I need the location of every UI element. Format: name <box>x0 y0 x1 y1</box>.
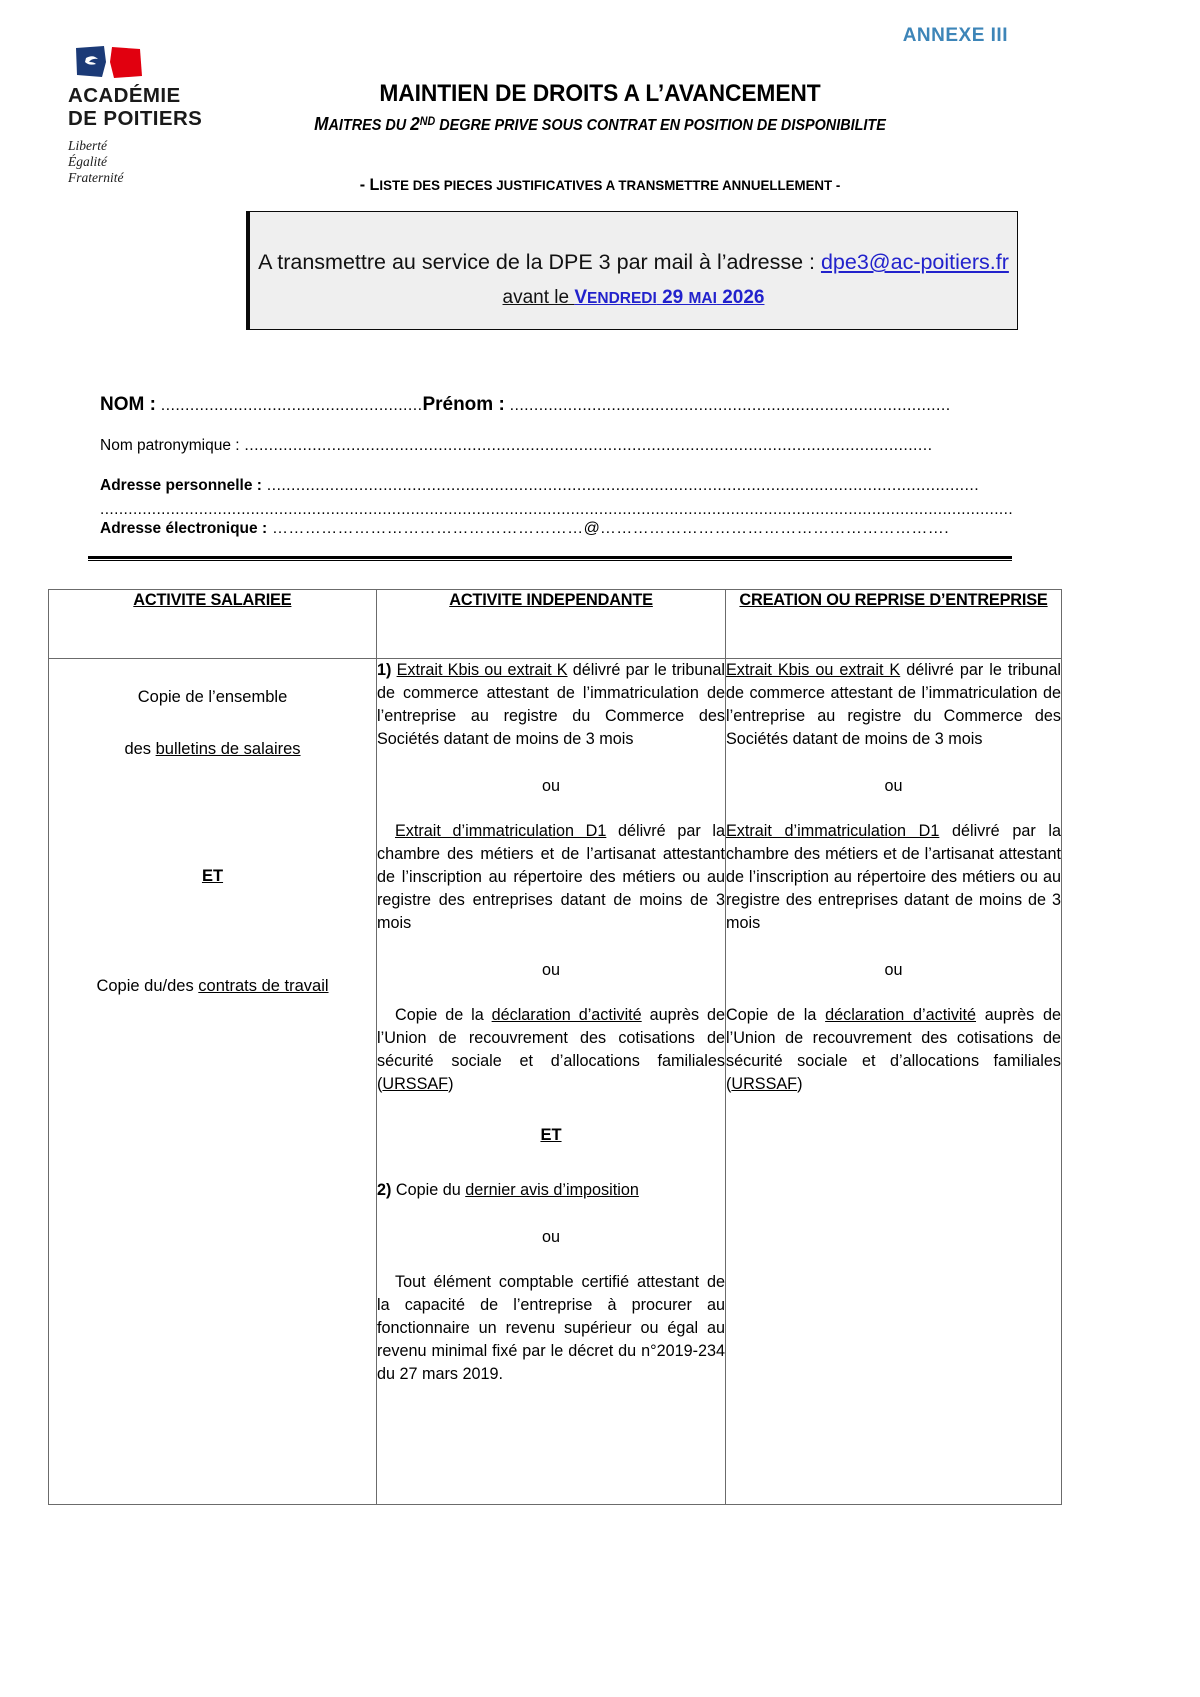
independante-item3-prefix: Copie de la <box>395 1006 492 1024</box>
independante-item1-rest: délivré par le tribunal de commerce attestant de l’immatriculation de l’entreprise au registre du Commerce des Sociétés datant de moins de 3 mois <box>377 661 726 748</box>
justificatifs-table <box>48 589 1062 1505</box>
creation-item3-prefix: Copie de la <box>726 1006 826 1024</box>
table-header-row <box>49 590 1062 659</box>
deadline-day: 29 <box>656 287 689 308</box>
field-row-adresse-electronique <box>100 520 949 538</box>
cell-activite-salariee <box>49 659 377 1505</box>
subtitle-part-maitres: AITRES DU <box>328 117 411 134</box>
cell-creation-entreprise <box>726 659 1062 1505</box>
header-label-creation: CREATION OU REPRISE D’ENTREPRISE <box>739 590 1048 609</box>
independante-item4 <box>377 1179 725 1202</box>
nom-patronymique-input-dots[interactable]: .............................................................................................................................................. <box>239 437 933 454</box>
field-row-nom-prenom <box>100 394 951 416</box>
table-header-activite-salariee <box>49 590 377 659</box>
devise-fraternite: Fraternité <box>68 169 124 185</box>
salariee-bulletins-prefix: des <box>124 739 156 758</box>
salariee-bulletins-underlined: bulletins de salaires <box>155 739 301 758</box>
creation-item1-rest: délivré par le tribunal de commerce attestant de l’immatriculation de l’entreprise au registre du Commerce des Sociétés datant de moins de 3 mois <box>726 661 1061 748</box>
nom-patronymique-label: Nom patronymique : <box>100 437 240 454</box>
submission-notice-box <box>246 211 1018 330</box>
creation-item3 <box>726 1004 1061 1096</box>
document-subtitle <box>42 113 1158 135</box>
independante-item4-underlined: dernier avis d’imposition <box>465 1181 639 1199</box>
independante-item4-number: 2) <box>377 1181 392 1199</box>
creation-item1-underlined: Extrait Kbis ou extrait K <box>726 661 901 679</box>
adresse-electronique-label: Adresse électronique : <box>100 520 268 537</box>
salariee-contrats-line <box>49 974 376 1000</box>
document-title: MAINTIEN DE DROITS A L’AVANCEMENT <box>379 80 821 107</box>
document-list-title <box>30 175 1170 195</box>
at-symbol: @ <box>583 520 600 537</box>
notice-deadline-line <box>250 287 1017 309</box>
cell-activite-independante <box>377 659 726 1505</box>
nom-input-dots[interactable]: ...................................................... <box>155 397 423 414</box>
creation-ou-2: ou <box>884 961 903 979</box>
independante-ou-2: ou <box>541 961 560 979</box>
subtitle-part-rest: DEGRE PRIVE SOUS CONTRAT EN POSITION DE DISPONIBILITE <box>435 117 886 134</box>
salariee-copie-ensemble: Copie de l’ensemble <box>137 688 288 706</box>
independante-item5: Tout élément comptable certifié attestant de la capacité de l’entreprise à procurer au fonctionnaire un revenu supérieur ou égal au revenu minimal fixé par le décret du n°2019-234 du 27 mars 2019. <box>377 1273 725 1383</box>
independante-ou-3: ou <box>541 1228 560 1246</box>
creation-item2-underlined: Extrait d’immatriculation D1 <box>726 822 940 840</box>
header-label-independante: ACTIVITE INDEPENDANTE <box>449 590 653 609</box>
creation-ou-1: ou <box>884 777 903 795</box>
adresse-electronique-input-dots-left[interactable]: ………………………………………………… <box>267 520 584 537</box>
logo-line-poitiers: DE POITIERS <box>68 106 203 130</box>
independante-item3-rest: auprès de l’Union de recouvrement des cotisations de sécurité sociale et d’allocations familiales ( <box>377 1006 725 1093</box>
creation-item3-close: ) <box>797 1075 803 1093</box>
salariee-contrats-underlined: contrats de travail <box>198 976 329 995</box>
french-republic-flag-icon <box>74 44 146 80</box>
field-row-nom-patronymique <box>100 437 932 455</box>
adresse-personnelle-label: Adresse personnelle : <box>100 477 262 494</box>
subtitle-degree-number: 2 <box>410 113 420 134</box>
independante-item2 <box>377 820 725 935</box>
salariee-contrats-prefix: Copie du/des <box>96 976 199 995</box>
table-body-row <box>49 659 1062 1505</box>
independante-item3-urssaf: URSSAF <box>382 1075 449 1093</box>
independante-item2-rest: délivré par la chambre des métiers et de l’artisanat attestant de l’inscription au répertoire des métiers ou au registre des entreprises datant de moins de 3 mois <box>377 822 725 932</box>
header-label-salariee: ACTIVITE SALARIEE <box>133 590 292 609</box>
independante-item1-number: 1) <box>377 661 392 679</box>
creation-item3-urssaf: URSSAF <box>731 1075 798 1093</box>
deadline-month: MAI <box>688 290 717 307</box>
deadline-year: 2026 <box>716 287 765 308</box>
adresse-personnelle-input-dots[interactable]: ................................................................................................................................................... <box>261 477 980 494</box>
prenom-input-dots[interactable]: ........................................................................................... <box>504 397 951 414</box>
independante-item1 <box>377 659 725 751</box>
deadline-value <box>574 287 764 308</box>
adresse-personnelle-second-line-dots[interactable]: .................................................................................................................................................................................................. <box>100 501 1014 518</box>
independante-item3 <box>377 1004 725 1096</box>
deadline-cap-v: V <box>574 287 588 308</box>
independante-item3-underlined: déclaration d’activité <box>491 1006 642 1024</box>
independante-item2-underlined: Extrait d’immatriculation D1 <box>395 822 607 840</box>
salariee-et-connector: ET <box>201 867 224 886</box>
nom-label: NOM : <box>100 394 156 415</box>
field-row-adresse-personnelle <box>100 477 979 495</box>
subtitle-ordinal-suffix: ND <box>419 116 436 128</box>
independante-et-connector: ET <box>540 1126 562 1144</box>
section-divider <box>88 556 1012 561</box>
list-title-prefix: - L <box>359 175 380 194</box>
independante-item4-prefix: Copie du <box>391 1181 466 1199</box>
salariee-bulletins-line <box>49 737 376 763</box>
independante-item1-underlined: Extrait Kbis ou extrait K <box>396 661 568 679</box>
creation-item3-underlined: déclaration d’activité <box>825 1006 977 1024</box>
notice-address-line <box>250 250 1017 275</box>
annexe-label: ANNEXE III <box>902 25 1008 46</box>
table-header-creation-entreprise <box>726 590 1062 659</box>
subtitle-cap-m: M <box>314 113 329 134</box>
creation-item2 <box>726 820 1061 935</box>
creation-item2-rest: délivré par la chambre des métiers et de l’artisanat attestant de l’inscription au répertoire des métiers ou au registre des entreprises datant de moins de 3 mois <box>726 822 1061 932</box>
table-header-activite-independante <box>377 590 726 659</box>
notice-text-before-email: A transmettre au service de la DPE 3 par mail à l’adresse : <box>258 250 821 274</box>
deadline-weekday: ENDREDI <box>587 290 657 307</box>
list-title-rest: ISTE DES PIECES JUSTIFICATIVES A TRANSMETTRE ANNUELLEMENT - <box>379 177 841 193</box>
salariee-content <box>49 685 376 999</box>
creation-item1 <box>726 659 1061 751</box>
devise-egalite: Égalité <box>68 153 107 169</box>
dpe3-email-link[interactable]: dpe3@ac-poitiers.fr <box>820 250 1009 274</box>
logo-line-academie: ACADÉMIE <box>68 84 181 107</box>
notice-before-deadline: avant le <box>502 287 575 308</box>
independante-item3-close: ) <box>448 1075 454 1093</box>
creation-item3-rest: auprès de l’Union de recouvrement des cotisations de sécurité sociale et d’allocations familiales ( <box>726 1006 1061 1093</box>
devise-liberte: Liberté <box>68 137 107 153</box>
prenom-label: Prénom : <box>422 394 505 415</box>
independante-ou-1: ou <box>541 777 560 795</box>
adresse-electronique-input-dots-right[interactable]: ………………………………………………………. <box>599 520 950 537</box>
